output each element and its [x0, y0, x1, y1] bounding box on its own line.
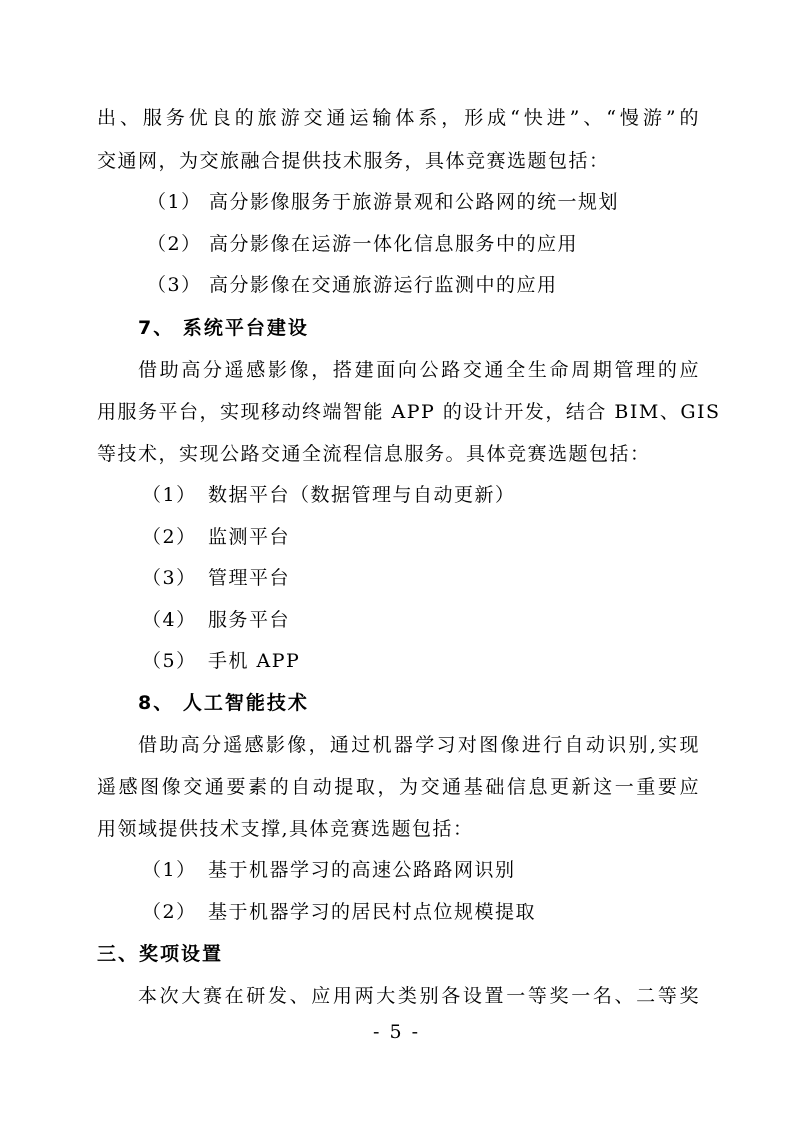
section-heading: 三、奖项设置	[97, 943, 224, 965]
body-line: 出、服务优良的旅游交通运输体系，形成“快进”、“慢游”的	[97, 107, 700, 129]
topic-text: 高分影像服务于旅游景观和公路网的统一规划	[209, 191, 620, 213]
topic-text: 数据平台（数据管理与自动更新）	[208, 484, 516, 506]
section-heading: 8、 人工智能技术	[138, 692, 309, 714]
topic-text: 基于机器学习的居民村点位规模提取	[208, 901, 537, 923]
topic-text: 基于机器学习的高速公路路网识别	[208, 859, 516, 881]
topic-number: （1）	[142, 859, 197, 881]
body-line: 用领域提供技术支撑,具体竞赛选题包括：	[97, 818, 474, 840]
body-line: 交通网，为交旅融合提供技术服务，具体竞赛选题包括：	[97, 150, 610, 172]
topic-number: （2）	[147, 233, 202, 255]
section-heading: 7、 系统平台建设	[138, 317, 309, 339]
body-line: 借助高分遥感影像，通过机器学习对图像进行自动识别,实现	[138, 734, 700, 756]
topic-text: 高分影像在交通旅游运行监测中的应用	[209, 274, 558, 296]
topic-number: （2）	[142, 901, 197, 923]
body-line: 等技术，实现公路交通全流程信息服务。具体竞赛选题包括：	[97, 443, 651, 465]
page-number: - 5 -	[372, 1021, 420, 1043]
topic-number: （1）	[142, 484, 197, 506]
topic-text: 手机 APP	[208, 650, 301, 672]
topic-text: 服务平台	[208, 609, 291, 631]
body-line: 用服务平台，实现移动终端智能 APP 的设计开发，结合 BIM、GIS	[97, 401, 721, 423]
topic-number: （4）	[142, 609, 197, 631]
topic-number: （3）	[142, 567, 197, 589]
topic-text: 高分影像在运游一体化信息服务中的应用	[209, 233, 579, 255]
topic-text: 管理平台	[208, 567, 291, 589]
body-line: 遥感图像交通要素的自动提取，为交通基础信息更新这一重要应	[97, 776, 700, 798]
topic-text: 监测平台	[208, 526, 291, 548]
body-line: 本次大赛在研发、应用两大类别各设置一等奖一名、二等奖	[138, 985, 700, 1007]
body-line: 借助高分遥感影像，搭建面向公路交通全生命周期管理的应	[138, 359, 700, 381]
topic-number: （1）	[147, 191, 202, 213]
topic-number: （3）	[147, 274, 202, 296]
topic-number: （5）	[142, 650, 197, 672]
topic-number: （2）	[142, 526, 197, 548]
